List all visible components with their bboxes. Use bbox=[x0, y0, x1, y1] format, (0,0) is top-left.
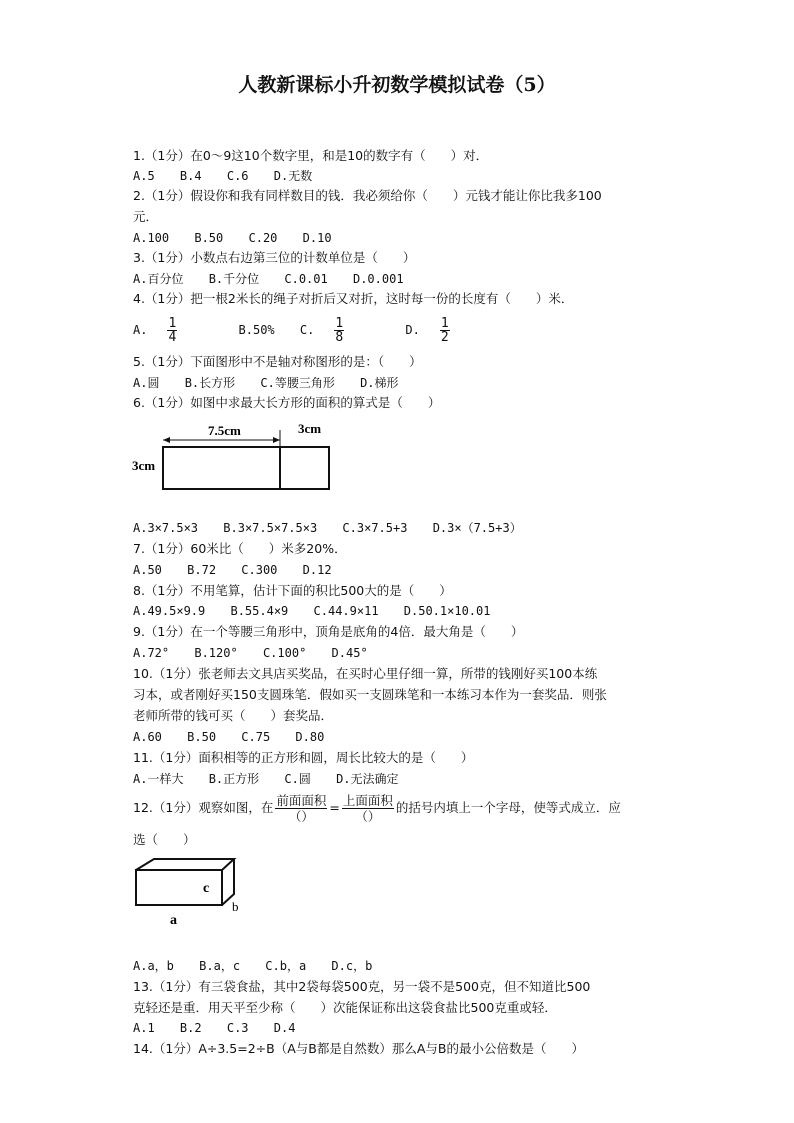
option-a: A.百分位 bbox=[133, 272, 184, 286]
cuboid-figure bbox=[130, 855, 250, 930]
option-d: D.80 bbox=[295, 730, 325, 744]
option-c: C.b，a bbox=[265, 959, 307, 973]
fraction: $\frac{1}{8}$ bbox=[335, 316, 344, 345]
question-12-text-line-2: 选（ ） bbox=[133, 832, 196, 847]
option-c: C.20 bbox=[248, 231, 278, 245]
option-d: D.12 bbox=[302, 563, 332, 577]
label-c: c bbox=[203, 881, 210, 896]
question-11-text: 11.（1分）面积相等的正方形和圆，周长比较大的是（ ） bbox=[133, 750, 474, 765]
option-b: B.千分位 bbox=[208, 272, 260, 286]
label-left: 3cm bbox=[132, 458, 156, 473]
option-c: C. $\frac{1}{8}$ bbox=[300, 323, 380, 337]
question-11-options bbox=[133, 771, 417, 787]
question-6-options bbox=[133, 520, 540, 536]
question-13-text-line-2: 克轻还是重．用天平至少称（ ）次能保证称出这袋食盐比500克重或轻． bbox=[133, 1000, 557, 1015]
question-12-text-line-1: 12.（1分）观察如图，在 $\frac{\text{前面面积}}{()}$ = $\frac{\text{上面面积}}{()}$ 的括号内填上一个字母，使等式成立．应 bbox=[133, 793, 621, 824]
question-2-text-line-2: 元． bbox=[133, 209, 159, 224]
page-title: 人教新课标小升初数学模拟试卷（5） bbox=[238, 74, 556, 96]
question-2-options bbox=[133, 230, 350, 246]
question-3-options bbox=[133, 271, 422, 287]
option-c: C.等腰三角形 bbox=[260, 376, 335, 390]
option-c: C.0.01 bbox=[284, 272, 328, 286]
option-b: B.长方形 bbox=[184, 376, 236, 390]
option-a: A.100 bbox=[133, 231, 170, 245]
question-8-options bbox=[133, 603, 508, 619]
option-d: D.4 bbox=[273, 1021, 296, 1035]
option-b: B.正方形 bbox=[208, 772, 260, 786]
option-b: B.55.4×9 bbox=[230, 604, 289, 618]
question-7-text: 7.（1分）60米比（ ）米多20%． bbox=[133, 541, 347, 556]
fraction: $\frac{1}{4}$ bbox=[168, 316, 177, 345]
question-9-text: 9.（1分）在一个等腰三角形中，顶角是底角的4倍．最大角是（ ） bbox=[133, 624, 524, 639]
option-d: D.无法确定 bbox=[336, 772, 399, 786]
option-c: C.圆 bbox=[284, 772, 311, 786]
option-c: C.3×7.5+3 bbox=[342, 521, 408, 535]
question-1-options bbox=[133, 168, 330, 184]
option-b: B.72 bbox=[187, 563, 217, 577]
option-b: B.50 bbox=[194, 231, 224, 245]
option-a: A.72° bbox=[133, 646, 170, 660]
option-c: C.44.9×11 bbox=[313, 604, 379, 618]
option-d: D.无数 bbox=[273, 169, 313, 183]
option-a: A.3×7.5×3 bbox=[133, 521, 199, 535]
arrow-head-left bbox=[163, 437, 170, 443]
question-14-text: 14.（1分）A÷3.5=2÷B（A与B都是自然数）那么A与B的最小公倍数是（ ） bbox=[133, 1041, 584, 1056]
question-4-text: 4.（1分）把一根2米长的绳子对折后又对折，这时每一份的长度有（ ）米． bbox=[133, 291, 574, 306]
fraction-front-area: $\frac{\text{前面面积}}{()}$ bbox=[276, 793, 327, 824]
option-a: A.圆 bbox=[133, 376, 160, 390]
question-10-text-line-3: 老师所带的钱可买（ ）套奖品． bbox=[133, 708, 334, 723]
question-10-text-line-1: 10.（1分）张老师去文具店买奖品，在买时心里仔细一算，所带的钱刚好买100本练 bbox=[133, 666, 598, 681]
option-d: D.50.1×10.01 bbox=[403, 604, 491, 618]
label-a: a bbox=[170, 913, 177, 928]
option-c: C.100° bbox=[262, 646, 307, 660]
option-a: A.1 bbox=[133, 1021, 155, 1035]
option-d: D.3×（7.5+3） bbox=[432, 521, 522, 535]
option-b: B.3×7.5×7.5×3 bbox=[223, 521, 318, 535]
arrow-head-right bbox=[273, 437, 280, 443]
option-a: A.60 bbox=[133, 730, 162, 744]
option-d: D.0.001 bbox=[352, 272, 404, 286]
option-b: B.50% bbox=[238, 323, 275, 337]
option-d: D.c，b bbox=[331, 959, 373, 973]
option-c: C.6 bbox=[226, 169, 249, 183]
option-a: A.49.5×9.9 bbox=[133, 604, 206, 618]
question-1-text: 1.（1分）在0～9这10个数字里，和是10的数字有（ ）对． bbox=[133, 148, 489, 163]
option-a: A.50 bbox=[133, 563, 162, 577]
option-d: D.45° bbox=[331, 646, 368, 660]
question-4-options bbox=[133, 313, 504, 347]
fraction-top-area: $\frac{\text{上面面积}}{()}$ bbox=[342, 793, 393, 824]
option-d: D. $\frac{1}{2}$ bbox=[405, 323, 485, 337]
question-5-options bbox=[133, 375, 417, 391]
option-a: A.a，b bbox=[133, 959, 174, 973]
option-a: A. $\frac{1}{4}$ bbox=[133, 323, 213, 337]
option-b: B.2 bbox=[179, 1021, 202, 1035]
option-b: B.50 bbox=[187, 730, 217, 744]
option-a: A.5 bbox=[133, 169, 155, 183]
question-2-text-line-1: 2.（1分）假设你和我有同样数目的钱．我必须给你（ ）元钱才能让你比我多100 bbox=[133, 188, 602, 203]
label-top-right: 3cm bbox=[298, 421, 322, 436]
option-b: B.a，c bbox=[199, 959, 241, 973]
question-3-text: 3.（1分）小数点右边第三位的计数单位是（ ） bbox=[133, 250, 416, 265]
question-13-options bbox=[133, 1020, 313, 1036]
option-d: D.10 bbox=[302, 231, 332, 245]
question-7-options bbox=[133, 562, 350, 578]
fraction: $\frac{1}{2}$ bbox=[440, 316, 449, 345]
question-8-text: 8.（1分）不用笔算，估计下面的积比500大的是（ ） bbox=[133, 583, 452, 598]
option-d: D.梯形 bbox=[360, 376, 399, 390]
option-b: B.4 bbox=[179, 169, 202, 183]
question-13-text-line-1: 13.（1分）有三袋食盐，其中2袋每袋500克，另一袋不是500克，但不知道比500 bbox=[133, 979, 591, 994]
cuboid-top-face bbox=[136, 859, 234, 870]
option-a: A.一样大 bbox=[133, 772, 184, 786]
question-10-options bbox=[133, 729, 342, 745]
question-6-text: 6.（1分）如图中求最大长方形的面积的算式是（ ） bbox=[133, 395, 441, 410]
rectangle-figure bbox=[130, 415, 340, 500]
question-10-text-line-2: 习本，或者刚好买150支圆珠笔．假如买一支圆珠笔和一本练习本作为一套奖品．则张 bbox=[133, 687, 607, 702]
option-c: C.3 bbox=[226, 1021, 249, 1035]
question-5-text: 5.（1分）下面图形中不是轴对称图形的是：（ ） bbox=[133, 354, 422, 369]
label-b: b bbox=[232, 899, 239, 914]
option-c: C.75 bbox=[241, 730, 271, 744]
outer-rectangle bbox=[163, 447, 329, 489]
label-top-left: 7.5cm bbox=[208, 423, 241, 438]
question-9-options bbox=[133, 645, 386, 661]
question-12-options bbox=[133, 958, 390, 974]
option-b: B.120° bbox=[194, 646, 238, 660]
option-c: C.300 bbox=[241, 563, 278, 577]
